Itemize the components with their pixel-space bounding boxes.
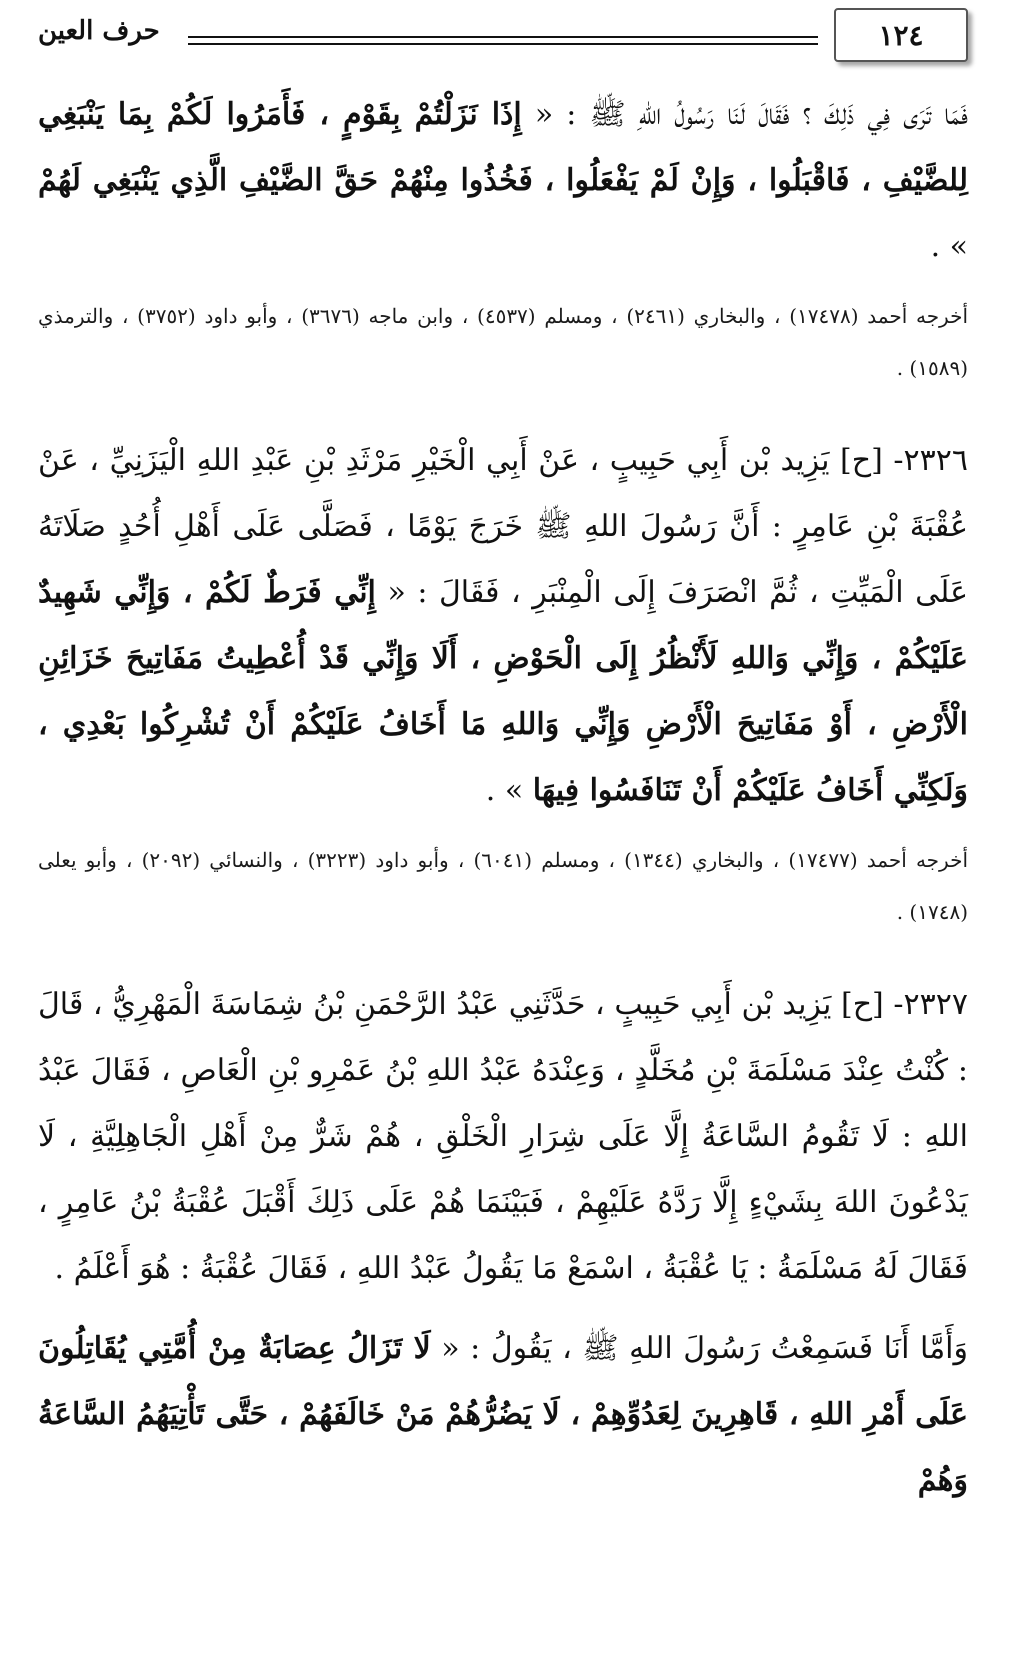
hadith-intro: ٢٣٢٦- [ح] يَزِيد بْن أَبِي حَبِيبٍ ، عَنْ أَبِي الْخَيْرِ مَرْثَدِ بْنِ عَبْدِ اللهِ الْيَزَنِيِّ ، عَنْ عُقْبَةَ بْنِ عَامِرٍ : أَنَّ رَسُولَ اللهِ ﷺ خَرَجَ يَوْمًا ، فَصَلَّى عَلَى أَهْلِ أُحُدٍ صَلَاتَهُ عَلَى الْمَيِّتِ ، ثُمَّ انْصَرَفَ إِلَى الْمِنْبَرِ ، فَقَالَ : « <box>38 443 968 610</box>
hadith-paragraph-2326 <box>38 428 968 824</box>
book-page <box>38 0 968 1657</box>
hadith-outro: » . <box>485 773 533 808</box>
hadith-intro: فَمَا تَرَى فِي ذَلِكَ ؟ فَقَالَ لَنَا رَسُولُ اللهِ ﷺ : « <box>521 97 968 132</box>
header-double-rule <box>188 36 818 45</box>
prophetic-quote: إِنِّي فَرَطٌ لَكُمْ ، وَإِنِّي شَهِيدٌ عَلَيْكُمْ ، وَإِنِّي وَاللهِ لَأَنْظُرُ إِلَى الْحَوْضِ ، أَلَا وَإِنِّي قَدْ أُعْطِيتُ مَفَاتِيحَ خَزَائِنِ الْأَرْضِ ، أَوْ مَفَاتِيحَ الْأَرْضِ وَإِنِّي وَاللهِ مَا أَخَافُ عَلَيْكُمْ أَنْ تُشْرِكُوا بَعْدِي ، وَلَكِنِّي أَخَافُ عَلَيْكُمْ أَنْ تَنَافَسُوا فِيهَا <box>38 575 968 808</box>
chapter-title: حرف العين <box>38 16 160 46</box>
page-number-box <box>834 8 968 62</box>
paragraph-gap <box>38 1302 968 1316</box>
hadith-paragraph-2327-continued <box>38 1316 968 1514</box>
hadith-paragraph-2327 <box>38 972 968 1302</box>
page-header <box>38 8 968 58</box>
page-number: ١٢٤ <box>878 18 924 52</box>
hadith-intro: ٢٣٢٧- [ح] يَزِيد بْن أَبِي حَبِيبٍ ، حَدَّثَنِي عَبْدُ الرَّحْمَنِ بْنُ شِمَاسَةَ الْمَهْرِيُّ ، قَالَ : كُنْتُ عِنْدَ مَسْلَمَةَ بْنِ مُخَلَّدٍ ، وَعِنْدَهُ عَبْدُ اللهِ بْنُ عَمْرِو بْنِ الْعَاصِ ، فَقَالَ عَبْدُ اللهِ : لَا تَقُومُ السَّاعَةُ إِلَّا عَلَى شِرَارِ الْخَلْقِ ، هُمْ شَرٌّ مِنْ أَهْلِ الْجَاهِلِيَّةِ ، لَا يَدْعُونَ اللهَ بِشَيْءٍ إِلَّا رَدَّهُ عَلَيْهِمْ ، فَبَيْنَمَا هُمْ عَلَى ذَلِكَ أَقْبَلَ عُقْبَةُ بْنُ عَامِرٍ ، فَقَالَ لَهُ مَسْلَمَةُ : يَا عُقْبَةُ ، اسْمَعْ مَا يَقُولُ عَبْدُ اللهِ ، فَقَالَ عُقْبَةُ : هُوَ أَعْلَمُ . <box>38 987 968 1286</box>
hadith-intro: وَأَمَّا أَنَا فَسَمِعْتُ رَسُولَ اللهِ ﷺ ، يَقُولُ : « <box>430 1331 968 1366</box>
takhrij-note: أخرجه أحمد (١٧٤٧٧) ، والبخاري (١٣٤٤) ، ومسلم (٦٠٤١) ، وأبو داود (٣٢٢٣) ، والنسائي (٢٠٩٢) ، وأبو يعلى (١٧٤٨) . <box>38 848 968 924</box>
prophetic-quote: لَا تَزَالُ عِصَابَةٌ مِنْ أُمَّتِي يُقَاتِلُونَ عَلَى أَمْرِ اللهِ ، قَاهِرِينَ لِعَدُوِّهِمْ ، لَا يَضُرُّهُمْ مَنْ خَالَفَهُمْ ، حَتَّى تَأْتِيَهُمُ السَّاعَةُ وَهُمْ <box>38 1331 968 1498</box>
takhrij-note: أخرجه أحمد (١٧٤٧٨) ، والبخاري (٢٤٦١) ، ومسلم (٤٥٣٧) ، وابن ماجه (٣٦٧٦) ، وأبو داود (٣٧٥٢) ، والترمذي (١٥٨٩) . <box>38 304 969 380</box>
hadith-paragraph-continuation <box>38 82 968 280</box>
page-content <box>38 82 968 1514</box>
prophetic-quote: إِذَا نَزَلْتُمْ بِقَوْمٍ ، فَأَمَرُوا لَكُمْ بِمَا يَنْبَغِي لِلضَّيْفِ ، فَاقْبَلُوا ، وَإِنْ لَمْ يَفْعَلُوا ، فَخُذُوا مِنْهُمْ حَقَّ الضَّيْفِ الَّذِي يَنْبَغِي لَهُمْ <box>38 97 968 198</box>
hadith-outro: » . <box>930 229 968 264</box>
